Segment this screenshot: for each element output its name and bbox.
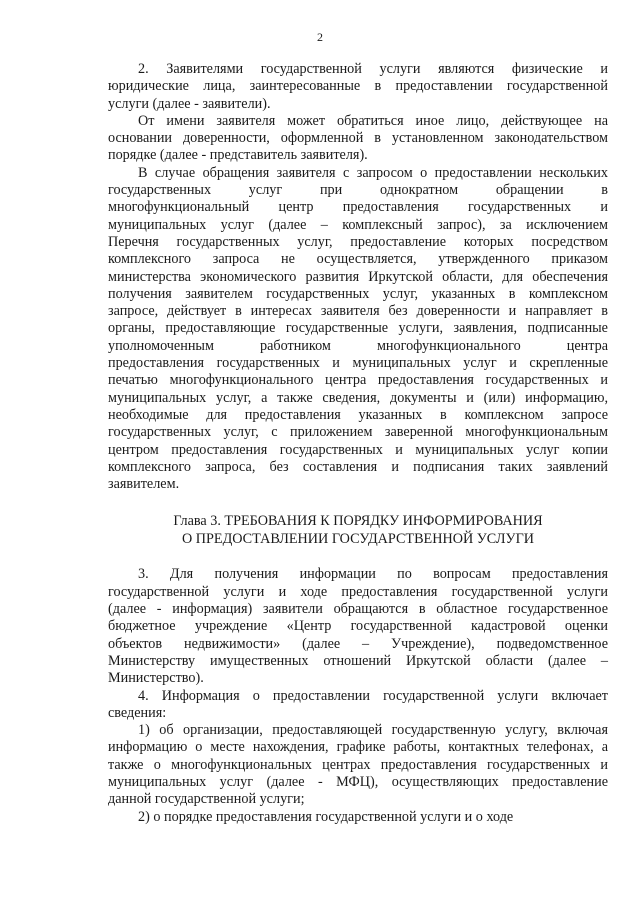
text-line: Министерство).	[108, 670, 204, 687]
text-line: муниципальных услуг, а также сведения, документы и (или) информацию,	[108, 389, 608, 406]
text-line: (далее - информация) заявители обращаются в областное государственное	[108, 601, 608, 618]
text-line: юридические лица, заинтересованные в предоставлении государственной	[108, 78, 608, 95]
heading-line: О ПРЕДОСТАВЛЕНИИ ГОСУДАРСТВЕННОЙ УСЛУГИ	[181, 530, 535, 547]
text-line: многофункциональный центр предоставления государственных и	[108, 199, 608, 216]
text-line: информацию о месте нахождения, графике работы, контактных телефонах, а	[108, 739, 608, 756]
text-line: бюджетное учреждение «Центр государственной кадастровой оценки	[108, 618, 608, 635]
text-line: государственных услуг, с приложением заверенной многофункциональным	[108, 424, 608, 441]
text-line: получения заявителем государственных услуг, указанных в комплексном	[108, 285, 608, 302]
text-line: От имени заявителя может обратиться иное лицо, действующее на	[138, 112, 608, 129]
text-line: комплексного запроса не осуществляется, утвержденного приказом	[108, 251, 608, 268]
text-line: муниципальных услуг (далее - МФЦ), осуществляющих предоставление	[108, 773, 608, 790]
text-line: запросе, действует в интересах заявителя без доверенности и направляет в	[108, 303, 608, 320]
text-line: необходимые для предоставления указанных в комплексном запросе	[108, 406, 608, 423]
paragraph-applicants	[108, 61, 608, 113]
text-line: В случае обращения заявителя с запросом о предоставлении нескольких	[138, 164, 608, 181]
paragraph-complex-request	[108, 165, 608, 494]
text-line: данной государственной услуги;	[108, 791, 305, 808]
text-line: 1) об организации, предоставляющей государственную услугу, включая	[138, 722, 608, 739]
paragraph-information-includes	[108, 688, 608, 723]
text-line: центром предоставления государственных и муниципальных услуг копии	[108, 441, 608, 458]
paragraph-item-1	[108, 722, 608, 808]
document-body	[108, 61, 608, 826]
text-line: комплексного запроса, без составления и подписания таких заявлений	[108, 458, 608, 475]
text-line: заявителем.	[108, 476, 180, 493]
text-line: объектов недвижимости» (далее – Учреждение), подведомственное	[108, 635, 608, 652]
text-line: также о многофункциональных центрах предоставления государственных и	[108, 756, 608, 773]
chapter-3-heading	[108, 513, 608, 548]
text-line: муниципальных услуг (далее – комплексный запрос), за исключением	[108, 216, 608, 233]
text-line: предоставления государственных и муниципальных услуг и скрепленные	[108, 355, 608, 372]
text-line: министерства экономического развития Иркутской области, для обеспечения	[108, 268, 608, 285]
text-line: порядке (далее - представитель заявителя).	[108, 147, 368, 164]
heading-line: Глава 3. ТРЕБОВАНИЯ К ПОРЯДКУ ИНФОРМИРОВАНИЯ	[173, 513, 543, 530]
text-line: Министерству имущественных отношений Иркутской области (далее –	[108, 652, 608, 669]
text-line: печатью многофункционального центра предоставления государственных и	[108, 372, 608, 389]
paragraph-item-2	[108, 809, 608, 826]
text-line: услуги (далее - заявители).	[108, 95, 271, 112]
text-line: органы, предоставляющие государственные услуги, заявления, подписанные	[108, 320, 608, 337]
paragraph-representative	[108, 113, 608, 165]
text-line: 2. Заявителями государственной услуги являются физические и	[138, 61, 608, 77]
text-line: государственной услуги и ходе предоставления государственной услуги	[108, 583, 608, 600]
paragraph-information	[108, 566, 608, 687]
text-line: сведения:	[108, 704, 167, 721]
text-line: Перечня государственных услуг, предоставление которых посредством	[108, 233, 608, 250]
page-number: 2	[317, 30, 323, 44]
text-line: уполномоченным работником многофункционального центра	[108, 337, 608, 354]
text-line: 3. Для получения информации по вопросам предоставления	[138, 566, 608, 583]
text-line: государственных услуг при однократном обращении в	[108, 182, 608, 199]
text-line: основании доверенности, оформленной в установленном законодательством	[108, 130, 608, 147]
text-line: 2) о порядке предоставления государственной услуги и о ходе	[138, 808, 514, 825]
text-line: 4. Информация о предоставлении государственной услуги включает	[138, 687, 608, 704]
